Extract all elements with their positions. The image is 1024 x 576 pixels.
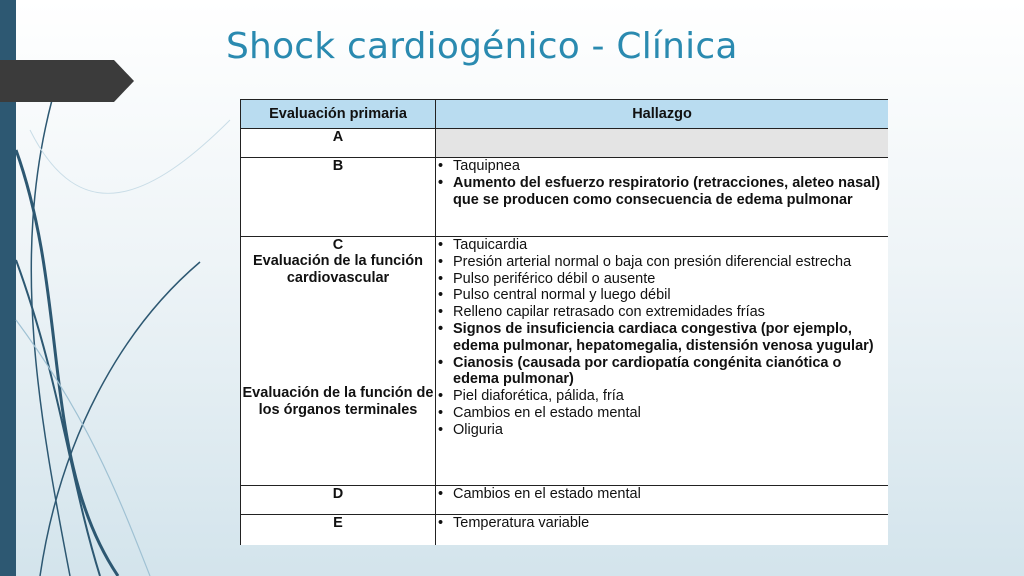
table-row-a: [241, 129, 889, 158]
list-item: • Cambios en el estado mental: [436, 486, 888, 503]
list-item: • Pulso periférico débil o ausente: [436, 271, 888, 288]
list-item: • Taquipnea: [436, 158, 888, 175]
list-item: • Pulso central normal y luego débil: [436, 287, 888, 304]
evaluation-table-container: [240, 99, 888, 545]
list-item: • Oliguria: [436, 422, 888, 439]
row-letter-d: D: [241, 486, 436, 515]
slide-title: Shock cardiogénico - Clínica: [226, 26, 738, 67]
row-letter-e: E: [241, 515, 436, 546]
header-evaluacion-primaria: Evaluación primaria: [241, 100, 436, 129]
list-item: • Signos de insuficiencia cardiaca congestiva (por ejemplo, edema pulmonar, hepatomegalia, distensión venosa yugular): [436, 321, 888, 355]
end-organ-evaluation-label: Evaluación de la función de los órganos terminales: [242, 385, 434, 418]
list-item: • Cianosis (causada por cardiopatía congénita cianótica o edema pulmonar): [436, 355, 888, 389]
table-row-d: [241, 486, 889, 515]
list-item: • Temperatura variable: [436, 515, 888, 532]
row-findings-b: [436, 158, 889, 237]
list-item: • Piel diaforética, pálida, fría: [436, 388, 888, 405]
table-header-row: [241, 100, 889, 129]
row-letter-c-label: C: [332, 237, 344, 253]
row-letter-a: A: [241, 129, 436, 158]
list-item: • Aumento del esfuerzo respiratorio (retracciones, aleteo nasal) que se producen como consecuencia de edema pulmonar: [436, 175, 888, 209]
cardiovascular-evaluation-label: Evaluación de la función cardiovascular: [252, 253, 423, 286]
table-row-b: [241, 158, 889, 237]
row-letter-b: B: [241, 158, 436, 237]
list-item: • Relleno capilar retrasado con extremidades frías: [436, 304, 888, 321]
table-row-c: [241, 237, 889, 486]
table-row-e: [241, 515, 889, 546]
row-findings-c: [436, 237, 889, 486]
row-findings-a: [436, 129, 889, 158]
title-tab-arrow: [0, 60, 134, 102]
list-item: • Presión arterial normal o baja con presión diferencial estrecha: [436, 254, 888, 271]
row-findings-d: [436, 486, 889, 515]
list-item: • Cambios en el estado mental: [436, 405, 888, 422]
evaluation-table: [240, 99, 888, 545]
list-item: • Taquicardia: [436, 237, 888, 254]
row-letter-c: [241, 237, 436, 486]
row-findings-e: [436, 515, 889, 546]
header-hallazgo: Hallazgo: [436, 100, 889, 129]
